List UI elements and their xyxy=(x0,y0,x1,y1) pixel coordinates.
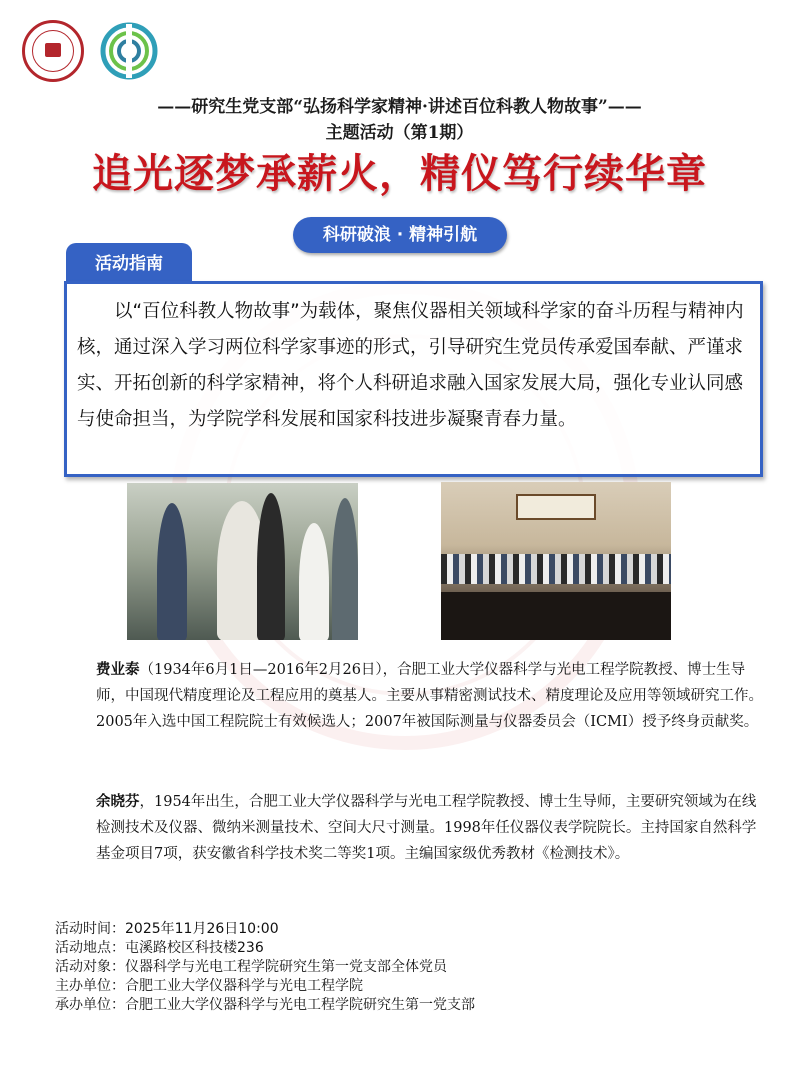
guide-box xyxy=(64,281,763,477)
info-label: 活动地点： xyxy=(55,940,125,956)
bio-name: 余晓芬 xyxy=(96,794,140,810)
photo-group xyxy=(441,482,671,640)
bio-text: ，1954年出生，合肥工业大学仪器科学与光电工程学院教授、博士生导师，主要研究领域为在线检测技术及仪器、微纳米测量技术、空间大尺寸测量。1998年任仪器仪表学院院长。主持国家自然科学基金项目7项，获安徽省科学技术奖二等奖1项。主编国家级优秀教材《检测技术》。 xyxy=(96,794,757,862)
info-value: 2025年11月26日10:00 xyxy=(125,921,279,937)
info-row-time xyxy=(55,920,755,939)
main-title: 追光逐梦承薪火，精仪笃行续华章 xyxy=(92,151,707,197)
info-row-host xyxy=(55,977,755,996)
activity-subtitle: ——研究生党支部“弘扬科学家精神·讲述百位科教人物故事”—— xyxy=(157,97,642,117)
info-value: 合肥工业大学仪器科学与光电工程学院研究生第一党支部 xyxy=(125,997,475,1013)
bio-name: 费业泰 xyxy=(96,662,140,678)
info-row-location xyxy=(55,939,755,958)
bio-yu-xiaofen xyxy=(96,789,766,867)
activity-info xyxy=(55,920,755,1015)
info-label: 活动对象： xyxy=(55,959,125,975)
info-row-organizer xyxy=(55,996,755,1015)
info-value: 仪器科学与光电工程学院研究生第一党支部全体党员 xyxy=(125,959,447,975)
guide-body: 以“百位科教人物故事”为载体，聚焦仪器相关领域科学家的奋斗历程与精神内核，通过深入学习两位科学家事迹的形式，引导研究生党员传承爱国奉献、严谨求实、开拓创新的科学家精神，将个人科研追求融入国家发展大局，强化专业认同感与使命担当，为学院学科发展和国家科技进步凝聚青春力量。 xyxy=(77,301,744,430)
photo-lab-visit xyxy=(127,483,358,640)
info-label: 承办单位： xyxy=(55,997,125,1013)
guide-tab: 活动指南 xyxy=(66,243,192,281)
theme-pill: 科研破浪 · 精神引航 xyxy=(293,217,507,253)
info-label: 主办单位： xyxy=(55,978,125,994)
info-value: 屯溪路校区科技楼236 xyxy=(125,940,264,956)
info-row-audience xyxy=(55,958,755,977)
bio-text: （1934年6月1日—2016年2月26日），合肥工业大学仪器科学与光电工程学院教授、博士生导师，中国现代精度理论及工程应用的奠基人。主要从事精密测试技术、精度理论及应用等领域研究工作。 2005年入选中国工程院院士有效候选人；2007年被国际测量与仪器委员会（ICMI）授予终身贡献奖。 xyxy=(96,662,763,730)
university-logo xyxy=(22,20,84,82)
activity-issue: 主题活动（第1期） xyxy=(325,123,474,143)
info-value: 合肥工业大学仪器科学与光电工程学院 xyxy=(125,978,363,994)
info-label: 活动时间： xyxy=(55,921,125,937)
school-logo xyxy=(100,22,158,80)
bio-fei-yetai xyxy=(96,657,766,735)
